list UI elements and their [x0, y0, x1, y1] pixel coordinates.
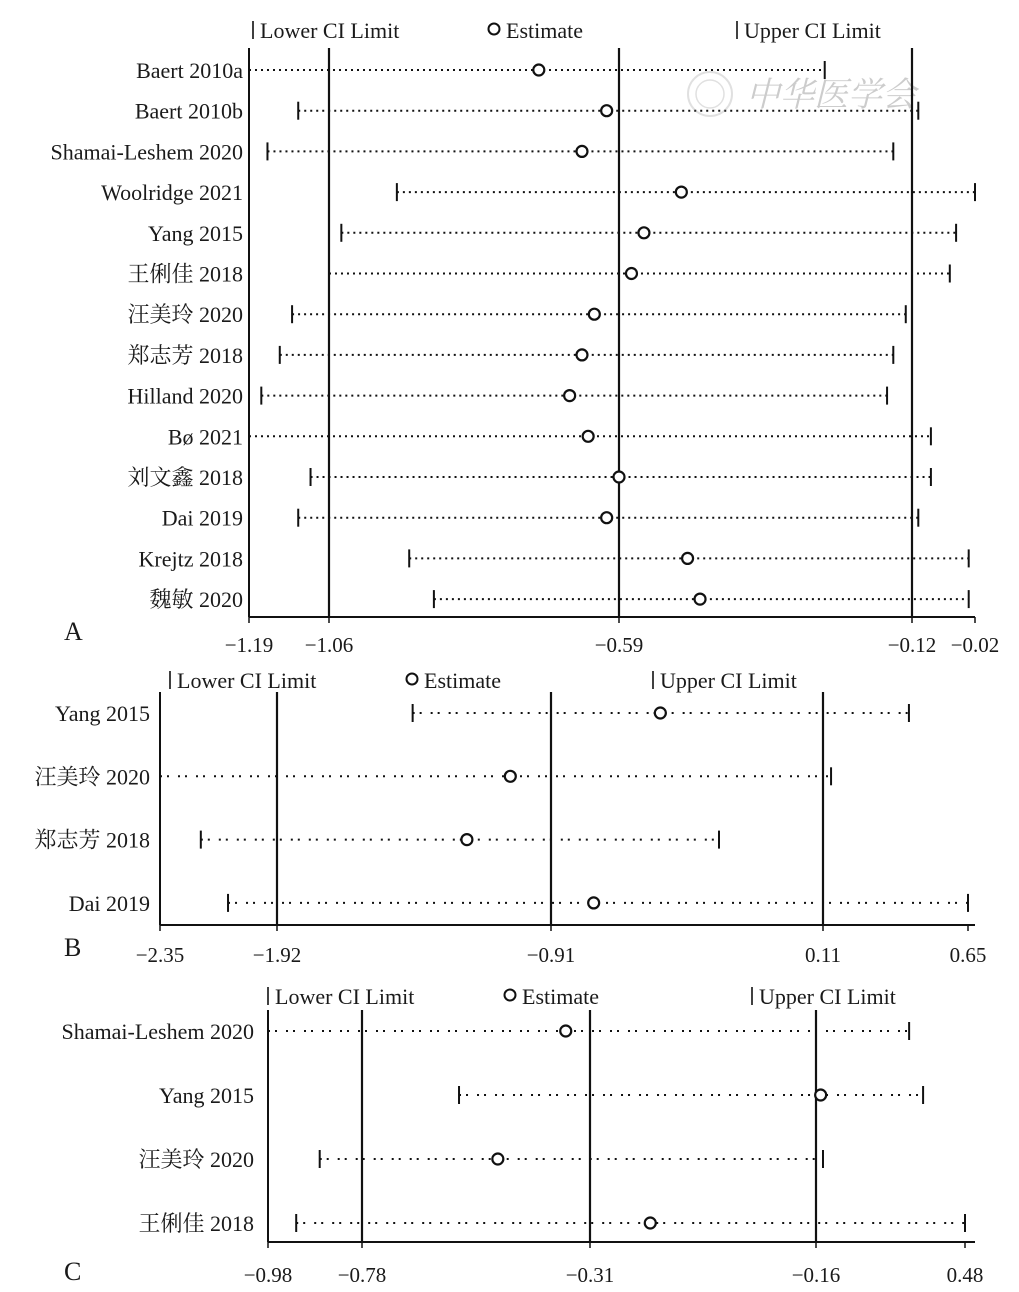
estimate-point	[645, 1218, 656, 1229]
legend-lower-label: Lower CI Limit	[260, 18, 400, 43]
study-label: 王俐佳 2018	[138, 1211, 254, 1236]
x-tick-label: −0.31	[565, 1263, 615, 1287]
study-label: Baert 2010a	[136, 58, 243, 83]
legend-upper-label: Upper CI Limit	[744, 18, 881, 43]
estimate-point	[583, 431, 594, 442]
study-label: Krejtz 2018	[138, 546, 243, 572]
x-tick-label: −1.92	[252, 943, 302, 967]
study-row	[149, 587, 968, 612]
study-label: 汪美玲 2020	[138, 1147, 254, 1172]
study-row	[34, 828, 719, 853]
estimate-point	[576, 349, 587, 360]
legend	[253, 18, 881, 43]
x-tick-label: −0.02	[950, 633, 1000, 657]
study-label: 汪美玲 2020	[127, 302, 243, 328]
x-tick-label: −1.06	[304, 633, 354, 657]
panel-label: A	[64, 617, 83, 646]
estimate-point	[589, 309, 600, 320]
x-tick-label: 0.48	[946, 1263, 984, 1287]
study-label: 汪美玲 2020	[34, 764, 150, 790]
study-row	[62, 1019, 910, 1044]
estimate-point	[655, 708, 666, 719]
study-row	[127, 262, 949, 287]
study-row	[128, 384, 888, 409]
study-label: Yang 2015	[55, 701, 150, 726]
study-row	[138, 1211, 965, 1236]
study-row	[55, 701, 909, 726]
study-label: 郑志芳 2018	[34, 827, 150, 853]
study-label: Yang 2015	[159, 1083, 254, 1108]
study-row	[162, 506, 919, 531]
study-label: 魏敏 2020	[149, 587, 243, 613]
estimate-point	[564, 390, 575, 401]
legend-upper-label: Upper CI Limit	[660, 668, 797, 693]
estimate-point	[576, 146, 587, 157]
legend	[268, 984, 896, 1009]
study-row	[139, 546, 969, 571]
study-row	[34, 764, 831, 789]
study-row	[168, 424, 931, 449]
x-tick-label: 0.11	[805, 943, 841, 967]
estimate-point	[601, 105, 612, 116]
estimate-point	[533, 65, 544, 76]
legend-estimate-marker	[505, 990, 516, 1001]
x-tick-label: −0.78	[337, 1263, 387, 1287]
study-label: Dai 2019	[68, 890, 150, 916]
study-row	[101, 180, 975, 205]
study-label: Hilland 2020	[127, 383, 243, 409]
x-tick-label: 0.65	[949, 943, 987, 967]
estimate-point	[815, 1090, 826, 1101]
estimate-point	[492, 1154, 503, 1165]
estimate-point	[505, 771, 516, 782]
panel-label: C	[64, 1257, 82, 1286]
watermark-text: 中华医学会	[746, 75, 916, 115]
estimate-point	[695, 594, 706, 605]
legend-estimate-label: Estimate	[506, 18, 583, 43]
forest-panel-c	[62, 984, 984, 1287]
study-label: 王俐佳 2018	[127, 261, 243, 287]
study-label: Bø 2021	[167, 424, 243, 450]
estimate-point	[682, 553, 693, 564]
legend-estimate-label: Estimate	[522, 984, 599, 1009]
x-tick-label: −2.35	[135, 943, 185, 967]
study-row	[148, 221, 956, 246]
legend-estimate-label: Estimate	[424, 668, 501, 693]
legend	[170, 668, 797, 693]
watermark-logo-icon	[688, 72, 732, 116]
estimate-point	[461, 834, 472, 845]
estimate-point	[676, 187, 687, 198]
estimate-point	[560, 1026, 571, 1037]
x-tick-label: −0.12	[887, 633, 937, 657]
study-row	[51, 139, 894, 164]
study-row	[127, 343, 893, 368]
x-tick-label: −0.16	[791, 1263, 841, 1287]
study-row	[127, 302, 905, 327]
study-row	[159, 1083, 923, 1108]
estimate-point	[614, 472, 625, 483]
study-label: Woolridge 2021	[101, 180, 243, 206]
x-tick-label: −0.91	[526, 943, 576, 967]
x-tick-label: −0.98	[243, 1263, 293, 1287]
legend-lower-label: Lower CI Limit	[177, 668, 317, 693]
study-label: Shamai-Leshem 2020	[50, 139, 243, 165]
study-row	[69, 891, 968, 916]
study-row	[127, 465, 930, 490]
study-label: Dai 2019	[161, 505, 243, 531]
legend-estimate-marker	[407, 674, 418, 685]
study-label: Yang 2015	[148, 220, 243, 246]
study-label: Baert 2010b	[134, 98, 243, 124]
forest-panel-b	[34, 668, 986, 967]
x-tick-label: −1.19	[224, 633, 274, 657]
study-label: 刘文鑫 2018	[127, 465, 243, 490]
panel-label: B	[64, 933, 82, 962]
study-row	[138, 1147, 823, 1172]
watermark	[682, 66, 972, 122]
x-tick-label: −0.59	[594, 633, 644, 657]
estimate-point	[601, 512, 612, 523]
study-label: Shamai-Leshem 2020	[61, 1019, 254, 1044]
legend-lower-label: Lower CI Limit	[275, 984, 415, 1009]
estimate-point	[588, 897, 599, 908]
study-label: 郑志芳 2018	[127, 342, 243, 368]
estimate-point	[626, 268, 637, 279]
legend-estimate-marker	[489, 24, 500, 35]
estimate-point	[638, 227, 649, 238]
legend-upper-label: Upper CI Limit	[759, 984, 896, 1009]
